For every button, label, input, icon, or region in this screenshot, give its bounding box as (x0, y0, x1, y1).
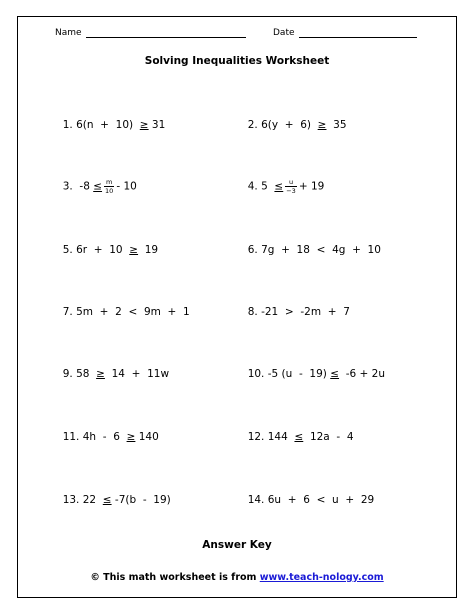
problem-text: 5 (261, 180, 275, 193)
problem-5 (56, 229, 158, 257)
problem-text-end: 14 + 11w (104, 368, 170, 380)
inequality-symbol: ≤ (330, 368, 340, 380)
problem-text-end: - 10 (116, 180, 137, 193)
worksheet-title: Solving Inequalities Worksheet (144, 55, 330, 67)
problem-text: 7g + 18 < 4g + 10 (261, 244, 381, 256)
problem-text: -5 (u - 19) (267, 368, 331, 380)
fraction-denominator: −3 (286, 187, 296, 195)
problem-8 (241, 291, 350, 319)
fraction-numerator: m (106, 178, 113, 186)
problem-number: 3. (62, 180, 73, 193)
problem-text-end: -7(b - 19) (111, 494, 171, 506)
problem-text: -8 (76, 180, 94, 193)
problem-9 (56, 353, 169, 381)
problem-text: 58 (76, 368, 97, 380)
problem-2 (241, 104, 347, 132)
date-label: Date (273, 28, 295, 38)
problem-12 (241, 416, 354, 444)
problem-text: 22 (82, 494, 103, 506)
fraction (104, 178, 114, 195)
fraction-numerator: u (285, 178, 297, 187)
problem-text-end: 12a - 4 (303, 431, 354, 443)
problem-number: 14. (247, 494, 265, 506)
problem-number: 13. (62, 494, 80, 506)
problem-text: 5m + 2 < 9m + 1 (76, 306, 190, 318)
problem-11 (56, 416, 159, 444)
problem-text: -21 > -2m + 7 (261, 306, 350, 318)
problem-number: 2. (247, 119, 258, 131)
problem-number: 9. (62, 368, 73, 380)
problem-number: 7. (62, 306, 73, 318)
problem-text: 144 (267, 431, 295, 443)
problem-text: 6(y + 6) (261, 119, 318, 131)
problem-text: 6(n + 10) (76, 119, 140, 131)
problem-number: 5. (62, 244, 73, 256)
problem-number: 10. (247, 368, 265, 380)
problem-text-end: 35 (326, 119, 347, 131)
date-line (299, 28, 417, 38)
problem-number: 6. (247, 244, 258, 256)
problem-number: 12. (247, 431, 265, 443)
problem-7 (56, 291, 190, 319)
problem-10 (241, 353, 385, 381)
inequality-symbol: ≥ (139, 119, 149, 131)
footer-text: © This math worksheet is from (90, 572, 260, 583)
name-label: Name (55, 28, 82, 38)
fraction (285, 178, 297, 195)
inequality-symbol: ≥ (129, 244, 139, 256)
name-field (55, 28, 246, 38)
problem-number: 11. (62, 431, 80, 443)
inequality-symbol: ≤ (294, 431, 304, 443)
inequality-symbol: ≥ (96, 368, 105, 380)
fraction-denominator: 10 (105, 187, 114, 195)
problem-text-end: -6 + 2u (339, 368, 385, 380)
problem-number: 8. (247, 306, 258, 318)
problem-3 (56, 164, 137, 195)
problem-13 (56, 479, 171, 507)
problem-number: 4. (247, 180, 258, 193)
inequality-symbol: ≥ (126, 431, 136, 443)
inequality-symbol: ≤ (102, 494, 112, 506)
problem-6 (241, 229, 381, 257)
problem-text-end: + 19 (298, 180, 325, 193)
problem-4 (241, 164, 324, 195)
inequality-symbol: ≤ (274, 180, 284, 193)
problem-text-end: 31 (148, 119, 166, 131)
problem-text-end: 140 (135, 431, 159, 443)
problem-text: 6u + 6 < u + 29 (267, 494, 375, 506)
date-field (273, 28, 417, 38)
name-line (86, 28, 246, 38)
footer (0, 572, 474, 583)
footer-link[interactable]: www.teach-nology.com (259, 572, 384, 583)
problem-text: 6r + 10 (76, 244, 130, 256)
answer-key-label: Answer Key (202, 539, 272, 551)
inequality-symbol: ≤ (93, 180, 103, 193)
problem-text-end: 19 (138, 244, 159, 256)
problem-1 (56, 104, 165, 132)
inequality-symbol: ≥ (317, 119, 327, 131)
problem-text: 4h - 6 (82, 431, 127, 443)
problem-number: 1. (62, 119, 73, 131)
problem-14 (241, 479, 374, 507)
